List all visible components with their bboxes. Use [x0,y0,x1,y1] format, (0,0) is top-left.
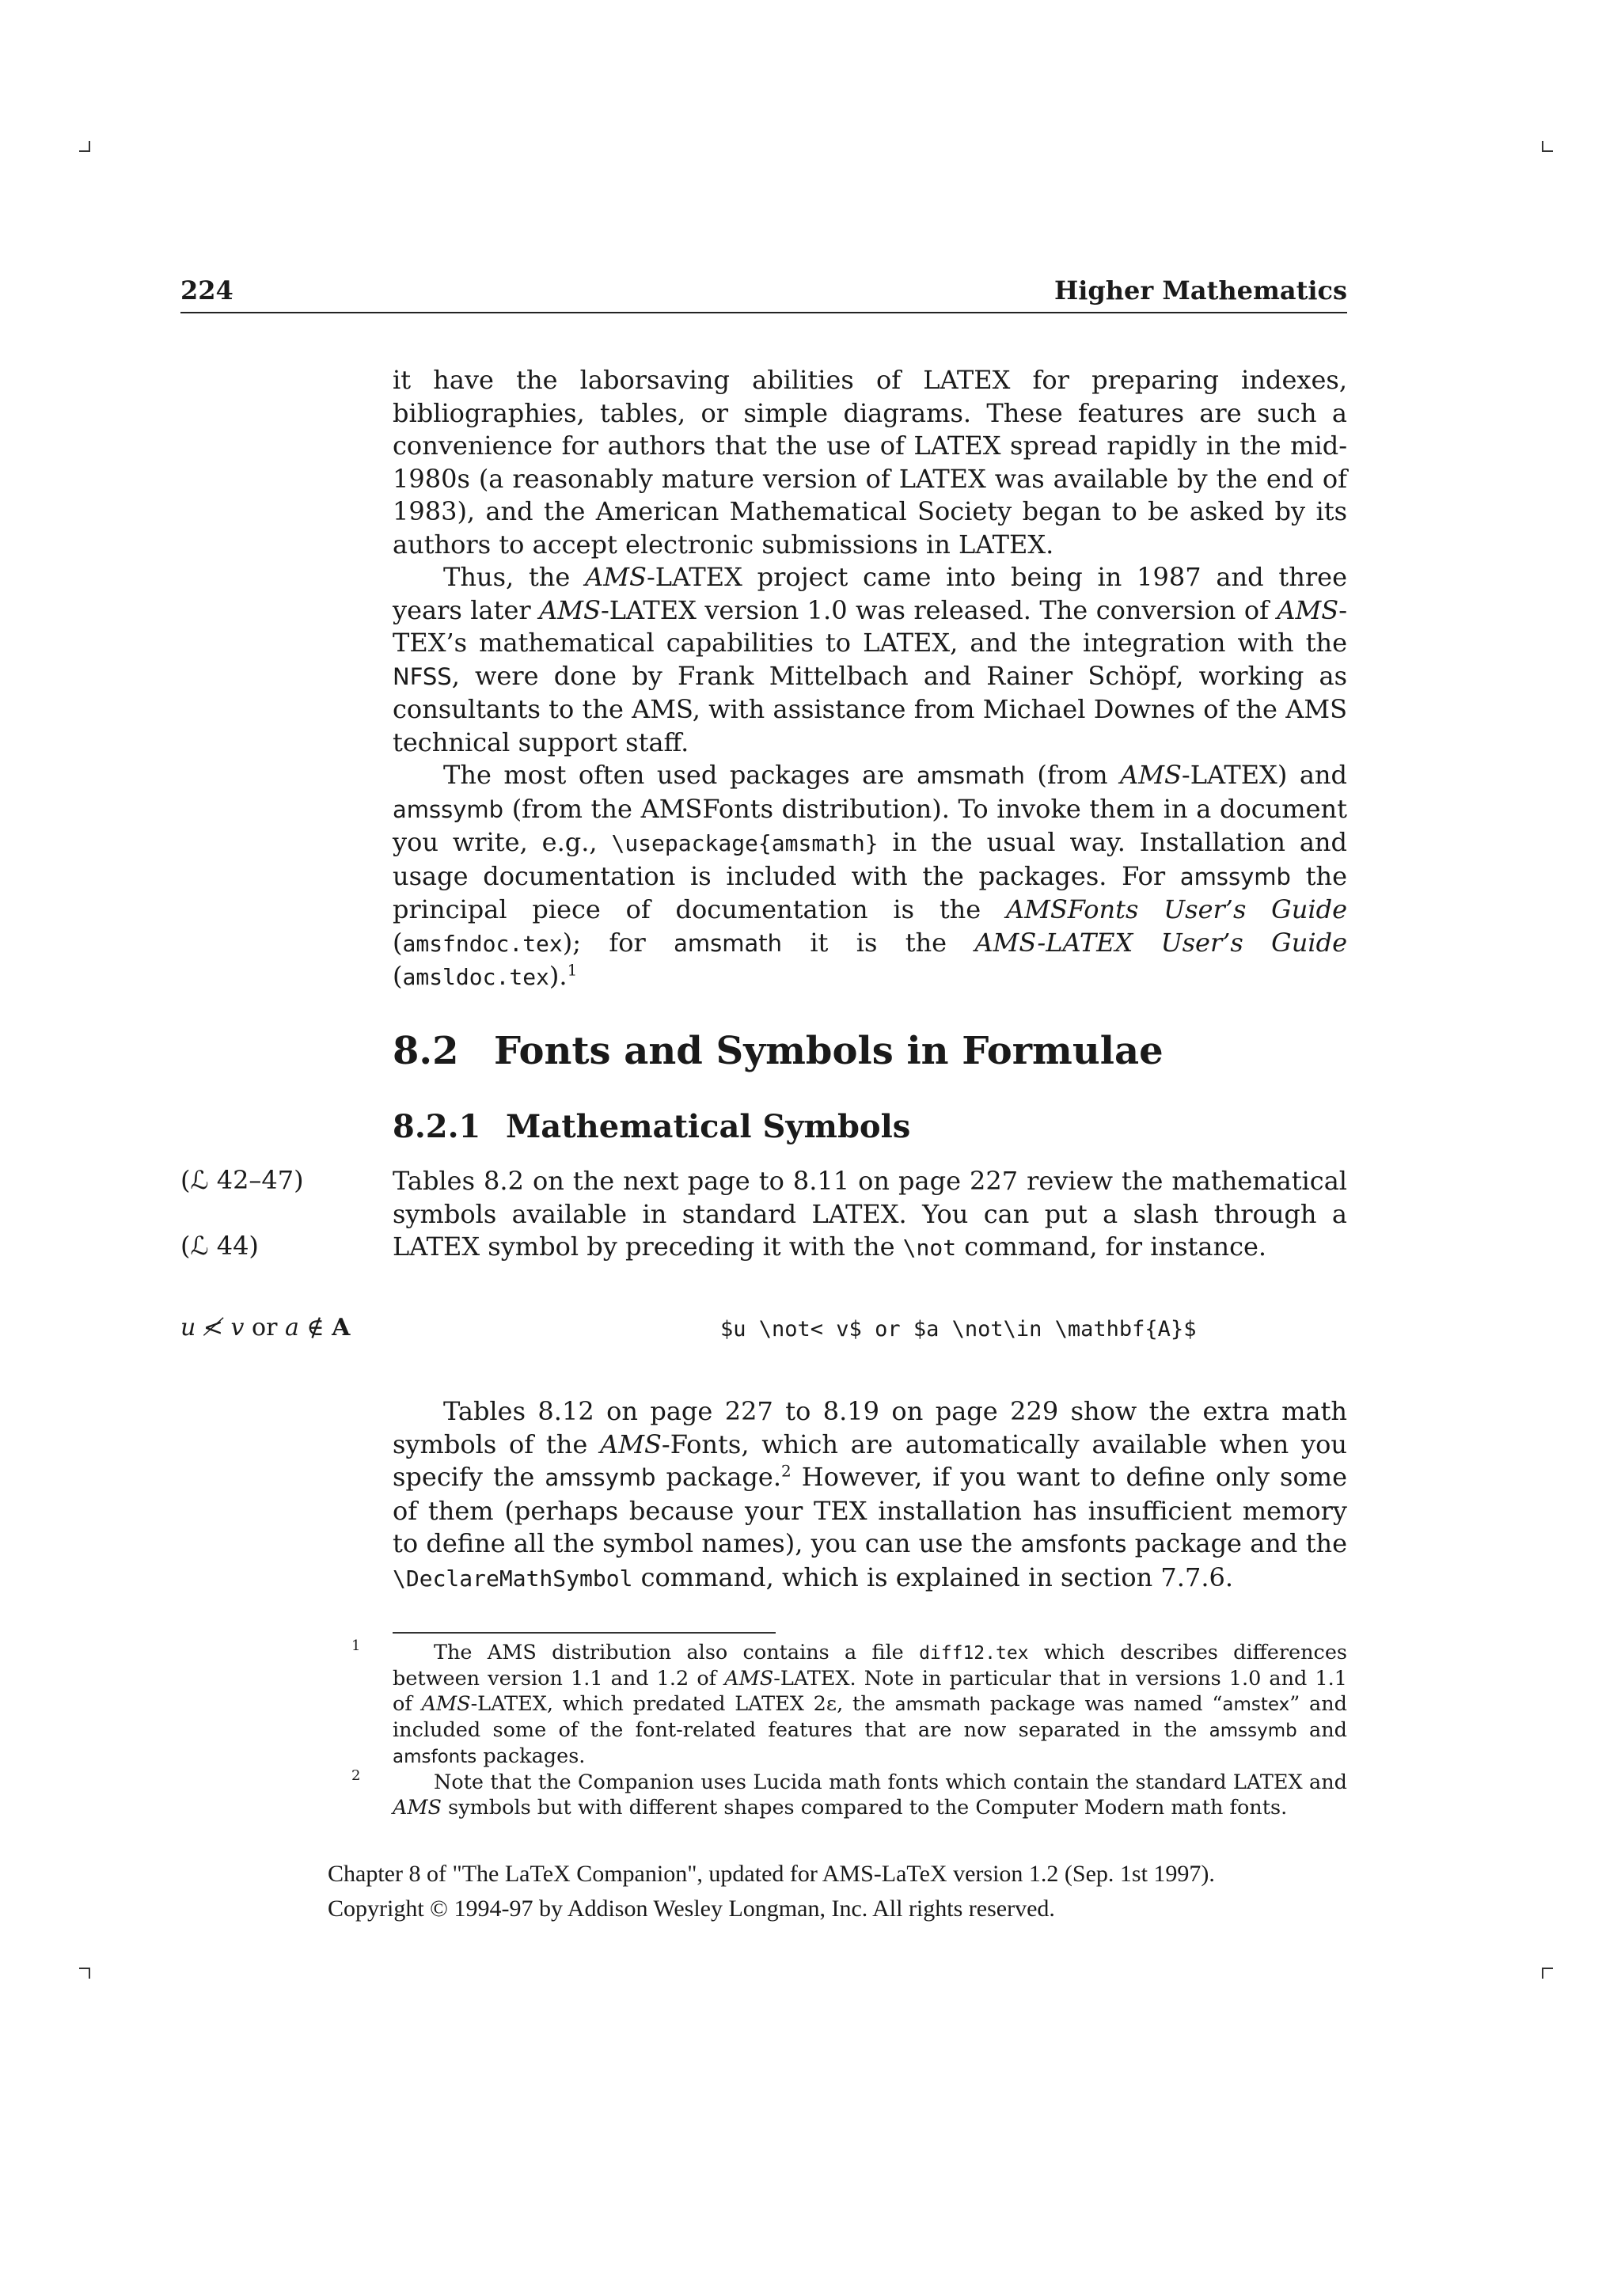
crop-mark-bottom-right [1542,1968,1553,1979]
package-name: amsmath [674,929,782,957]
section-number: 8.2 [393,1029,459,1073]
package-name: amsmath [916,762,1025,789]
nfss-term: NFSS [393,662,452,690]
code-snippet: \usepackage{amsmath} [611,830,879,856]
package-name: amstex [1222,1694,1290,1715]
ams-logo: AMS [393,1796,442,1820]
footnote-2: 2 Note that the Companion uses Lucida math fonts which contain the standard LATEX and AMS symbols but with different shapes compared to the Computer Modern math fonts. [393,1770,1347,1820]
section-heading [393,1029,1164,1073]
page-number: 224 [180,275,233,306]
running-title: Higher Mathematics [1054,275,1347,306]
paragraph-1: it have the laborsaving abilities of LATEX for preparing indexes, bibliographies, tables, or simple diagrams. These features are such a convenience for authors that the use of LATEX spread rapidly in the mid-1980s (a reasonably mature version of LATEX was available by the end of 1983), and the American Mathematical Society began to be asked by its authors to accept electronic submissions in LATEX. [393,365,1347,560]
code-snippet: \not [902,1235,957,1261]
copyright-line-1: Chapter 8 of "The LaTeX Companion", updated for AMS-LaTeX version 1.2 (Sep. 1st 1997). [328,1861,1215,1887]
footnotes [351,1638,1348,1820]
guide-title: AMSFonts User’s Guide [1006,894,1348,924]
margin-reference: (ℒ 44) [180,1231,259,1261]
package-name: amsfonts [1020,1531,1127,1558]
paragraph-5: Tables 8.12 on page 227 to 8.19 on page 229 show the extra math symbols of the AMS-Fonts, which are automatically available when you specify the amssymb package.$^2$ However, if you want to define only some of them (perhaps because your TEX installation has insufficient memory to define all the symbol names), you can use the amsfonts package and the \DeclareMathSymbol command, which is explained in section 7.7.6. [393,1396,1348,1592]
intro-text [393,364,1347,994]
footnote-mark: 2 [351,1767,361,1784]
package-name: amsfonts [393,1747,477,1767]
filename: amsldoc.tex [402,964,549,990]
ams-logo: AMS [1120,760,1182,790]
footnote-1: 1 The AMS distribution also contains a file diff12.tex which describes differences between version 1.1 and 1.2 of AMS-LATEX. Note in particular that in versions 1.0 and 1.1 of AMS-LATEX, which predated LATEX 2ε, the amsmath package was named “amstex” and included some of the font-related features that are now separated in the amssymb and amsfonts packages. [393,1640,1347,1770]
subsection-title: Mathematical Symbols [506,1108,911,1145]
package-name: amssymb [1179,863,1291,890]
footnote-ref: 1 [567,960,578,980]
ams-logo: AMS [585,562,647,592]
filename: diff12.tex [919,1643,1029,1664]
ams-logo: AMS [421,1692,471,1716]
paragraph-2: Thus, the AMS-LATEX project came into being in 1987 and three years later AMS-LATEX version 1.0 was released. The conversion of AMS-TEX’s mathematical capabilities to LATEX, and the integration with the NFSS, were done by Frank Mittelbach and Rainer Schöpf, working as consultants to the AMS, with assistance from Michael Downes of the AMS technical support staff. [393,562,1348,757]
example-source-code: $u \not< v$ or $a \not\in \mathbf{A}$ [720,1317,1197,1342]
copyright-notice [328,1857,1215,1926]
code-snippet: \DeclareMathSymbol [393,1565,633,1592]
paragraph-4: Tables 8.2 on the next page to 8.11 on page 227 review the mathematical symbols available in standard LATEX. You can put a slash through a LATEX symbol by preceding it with the \not command, for instance. [393,1166,1347,1262]
filename: amsfndoc.tex [402,930,563,957]
package-name: amssymb [545,1464,656,1491]
crop-mark-bottom-left [79,1968,90,1979]
crop-mark-top-right [1542,141,1553,152]
subsection-heading [393,1108,910,1145]
package-name: amssymb [1209,1721,1297,1741]
example-output: u ≮ v or a ∉ A [180,1314,351,1342]
footnote-mark: 1 [351,1638,361,1654]
crop-mark-top-left [79,141,90,152]
running-header [180,275,1347,313]
guide-title: AMS-LATEX User’s Guide [974,927,1347,958]
copyright-line-2: Copyright © 1994-97 by Addison Wesley Longman, Inc. All rights reserved. [328,1896,1055,1922]
footnote-rule [393,1632,776,1634]
ams-logo: AMS [1277,594,1339,625]
ams-logo: AMS [724,1667,774,1691]
paragraph-3: The most often used packages are amsmath (from AMS-LATEX) and amssymb (from the AMSFonts distribution). To invoke them in a document you write, e.g., \usepackage{amsmath} in the usual way. Installation and usage documentation is included with the packages. For amssymb the principal piece of documentation is the AMSFonts User’s Guide (amsfndoc.tex); for amsmath it is the AMS-LATEX User’s Guide (amsldoc.tex).$^1$ [393,760,1348,991]
package-name: amssymb [393,795,504,823]
subsection-number: 8.2.1 [393,1108,481,1145]
margin-reference: (ℒ 42–47) [180,1165,304,1195]
package-name: amsmath [894,1694,981,1715]
ams-logo: AMS [539,594,601,625]
ams-logo: AMS [600,1429,662,1459]
section-title: Fonts and Symbols in Formulae [494,1029,1164,1073]
footnote-ref: 2 [781,1461,792,1481]
